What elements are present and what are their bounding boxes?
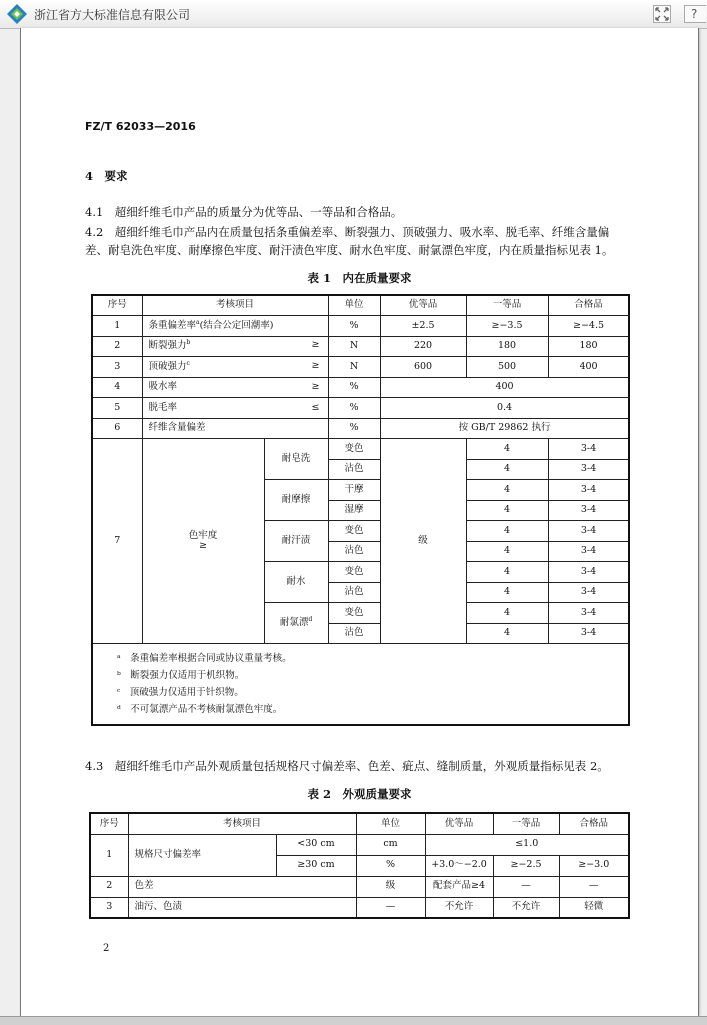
footnote-mark: b	[186, 339, 191, 347]
value-cell: ≤1.0	[425, 834, 629, 855]
value-cell: +3.0～−2.0	[425, 855, 493, 876]
table-row	[90, 897, 629, 918]
value-cell: 3-4	[548, 603, 629, 624]
value-cell: 400	[548, 357, 629, 378]
value-cell: ±2.5	[380, 316, 466, 337]
table-header-row	[92, 295, 629, 316]
row-number: 7	[92, 439, 142, 644]
test-sub: 沾色	[328, 459, 380, 480]
header-cell: 单位	[356, 813, 425, 834]
footnote-mark: a	[196, 318, 200, 326]
comparison-symbol: ≤	[311, 401, 320, 413]
note-d: ᵈ 不可氯漂产品不考核耐氯漂色牢度。	[117, 704, 283, 715]
value-cell: 180	[466, 336, 548, 357]
table-row	[92, 377, 629, 398]
table-header-row	[90, 813, 629, 834]
item-name: 规格尺寸偏差率	[128, 834, 276, 876]
value-cell: 3-4	[548, 521, 629, 542]
value-cell: 3-4	[548, 480, 629, 501]
item-cell	[142, 336, 328, 357]
value-cell: 180	[548, 336, 629, 357]
paragraph-4-3: 4.3 超细纤维毛巾产品外观质量包括规格尺寸偏差率、色差、疵点、缝制质量，外观质量指标见表 2。	[85, 759, 609, 773]
item-cell	[142, 357, 328, 378]
paragraph-4-2-line2: 差、耐皂洗色牢度、耐摩擦色牢度、耐汗渍色牢度、耐水色牢度、耐氯漂色牢度，内在质量指标见表 1。	[85, 243, 614, 257]
comparison-symbol: ≥	[311, 359, 320, 371]
colorfast-label-cell	[142, 439, 264, 644]
table-row	[92, 316, 629, 337]
value-cell: 3-4	[548, 500, 629, 521]
viewer-toolbar	[0, 0, 707, 29]
table-row	[92, 357, 629, 378]
value-cell: 4	[466, 500, 548, 521]
value-cell: 400	[380, 377, 629, 398]
comparison-symbol: ≥	[311, 339, 320, 351]
table-row	[90, 834, 629, 855]
note-b: ᵇ 断裂强力仅适用于机织物。	[117, 670, 245, 681]
row-number: 2	[90, 876, 128, 897]
table-notes	[92, 644, 629, 726]
internal-quality-table	[91, 294, 630, 726]
expand-icon	[654, 6, 670, 22]
value-cell: 3-4	[548, 541, 629, 562]
help-button[interactable]	[684, 5, 706, 23]
value-cell: 4	[466, 582, 548, 603]
item-name: 顶破强力	[148, 361, 187, 373]
standard-code: FZ/T 62033—2016	[85, 120, 196, 133]
item-cell	[142, 398, 328, 419]
value-cell: 220	[380, 336, 466, 357]
footnote-mark: d	[308, 616, 313, 624]
header-cell: 序号	[92, 295, 142, 316]
header-cell: 考核项目	[128, 813, 356, 834]
test-sub: 湿摩	[328, 500, 380, 521]
test-sub: 变色	[328, 439, 380, 460]
value-cell: 轻微	[559, 897, 629, 918]
colorfast-label: 色牢度	[188, 529, 218, 541]
paragraph-4-1: 4.1 超细纤维毛巾产品的质量分为优等品、一等品和合格品。	[85, 205, 403, 219]
comparison-symbol: ≥	[311, 381, 320, 393]
item-name: 纤维含量偏差	[148, 422, 206, 434]
value-cell: 4	[466, 623, 548, 644]
test-sub: 变色	[328, 603, 380, 624]
row-number: 5	[92, 398, 142, 419]
header-cell: 一等品	[493, 813, 559, 834]
unit-cell: %	[356, 855, 425, 876]
unit-cell: %	[328, 316, 380, 337]
unit-cell: cm	[356, 834, 425, 855]
item-note: (结合公定回潮率)	[199, 320, 274, 332]
section-heading: 4 要求	[85, 169, 128, 183]
table-row	[92, 418, 629, 439]
item-name: 条重偏差率	[148, 320, 197, 332]
header-cell: 合格品	[548, 295, 629, 316]
value-cell: 0.4	[380, 398, 629, 419]
unit-cell: %	[328, 377, 380, 398]
item-name: 油污、色渍	[128, 897, 356, 918]
test-sub: 沾色	[328, 582, 380, 603]
value-cell: 不允许	[493, 897, 559, 918]
unit-cell: N	[328, 357, 380, 378]
value-cell: 按 GB/T 29862 执行	[380, 418, 629, 439]
test-sub: 干摩	[328, 480, 380, 501]
value-cell: 配套产品≥4	[425, 876, 493, 897]
value-cell: 4	[466, 603, 548, 624]
unit-cell: %	[328, 398, 380, 419]
item-name: 脱毛率	[148, 401, 178, 413]
size-condition: <30 cm	[276, 834, 356, 855]
row-number: 1	[90, 834, 128, 876]
value-cell: 4	[466, 541, 548, 562]
row-number: 4	[92, 377, 142, 398]
value-cell: ≥−3.5	[466, 316, 548, 337]
value-cell: 4	[466, 521, 548, 542]
appearance-quality-table	[89, 812, 630, 919]
test-group	[264, 603, 328, 644]
footnote-mark: c	[186, 359, 190, 367]
unit-cell: %	[328, 418, 380, 439]
table-row	[92, 439, 629, 460]
header-cell: 考核项目	[142, 295, 328, 316]
value-cell: 3-4	[548, 439, 629, 460]
value-cell: 500	[466, 357, 548, 378]
value-cell: 4	[466, 480, 548, 501]
item-name: 吸水率	[148, 381, 178, 393]
unit-cell: N	[328, 336, 380, 357]
company-name: 浙江省方大标准信息有限公司	[34, 8, 191, 22]
value-cell: 4	[466, 459, 548, 480]
table-notes-row	[92, 644, 629, 726]
table-row	[90, 876, 629, 897]
document-page	[20, 28, 699, 1016]
help-icon: ?	[691, 7, 698, 21]
test-sub: 变色	[328, 562, 380, 583]
table-row	[92, 336, 629, 357]
comparison-symbol: ≥	[199, 540, 207, 551]
item-cell	[142, 377, 328, 398]
row-number: 3	[90, 897, 128, 918]
item-cell	[142, 418, 328, 439]
row-number: 6	[92, 418, 142, 439]
paragraph-4-2-line1: 4.2 超细纤维毛巾产品内在质量包括条重偏差率、断裂强力、顶破强力、吸水率、脱毛率、纤维含量偏	[85, 225, 610, 239]
header-cell: 合格品	[559, 813, 629, 834]
test-group-name: 耐氯漂	[279, 617, 309, 629]
test-sub: 沾色	[328, 541, 380, 562]
page-number: 2	[103, 943, 110, 954]
header-cell: 一等品	[466, 295, 548, 316]
size-condition: ≥30 cm	[276, 855, 356, 876]
value-cell: 不允许	[425, 897, 493, 918]
item-cell	[142, 316, 328, 337]
test-sub: 沾色	[328, 623, 380, 644]
row-number: 2	[92, 336, 142, 357]
header-cell: 优等品	[380, 295, 466, 316]
row-number: 1	[92, 316, 142, 337]
item-name: 断裂强力	[148, 340, 187, 352]
value-cell: —	[493, 876, 559, 897]
test-sub: 变色	[328, 521, 380, 542]
unit-cell: —	[356, 897, 425, 918]
table2-title: 表 2 外观质量要求	[307, 787, 412, 801]
value-cell: 3-4	[548, 459, 629, 480]
note-c: ᶜ 顶破强力仅适用于针织物。	[117, 687, 244, 698]
value-cell: ≥−3.0	[559, 855, 629, 876]
header-cell: 单位	[328, 295, 380, 316]
value-cell: ≥−4.5	[548, 316, 629, 337]
value-cell: 600	[380, 357, 466, 378]
row-number: 3	[92, 357, 142, 378]
table-row	[92, 398, 629, 419]
test-group: 耐汗渍	[264, 521, 328, 562]
unit-cell: 级	[356, 876, 425, 897]
table1-title: 表 1 内在质量要求	[307, 271, 412, 285]
note-a: ᵃ 条重偏差率根据合同或协议重量考核。	[117, 653, 292, 664]
test-group: 耐皂洗	[264, 439, 328, 480]
value-cell: —	[559, 876, 629, 897]
value-cell: 3-4	[548, 562, 629, 583]
fullscreen-button[interactable]	[653, 5, 671, 23]
value-cell: 3-4	[548, 582, 629, 603]
test-group: 耐摩擦	[264, 480, 328, 521]
value-cell: 4	[466, 562, 548, 583]
item-name: 色差	[128, 876, 356, 897]
value-cell: ≥−2.5	[493, 855, 559, 876]
value-cell: 4	[466, 439, 548, 460]
test-group: 耐水	[264, 562, 328, 603]
unit-cell: 级	[380, 439, 466, 644]
header-cell: 优等品	[425, 813, 493, 834]
header-cell: 序号	[90, 813, 128, 834]
company-logo-icon	[6, 3, 28, 25]
value-cell: 3-4	[548, 623, 629, 644]
